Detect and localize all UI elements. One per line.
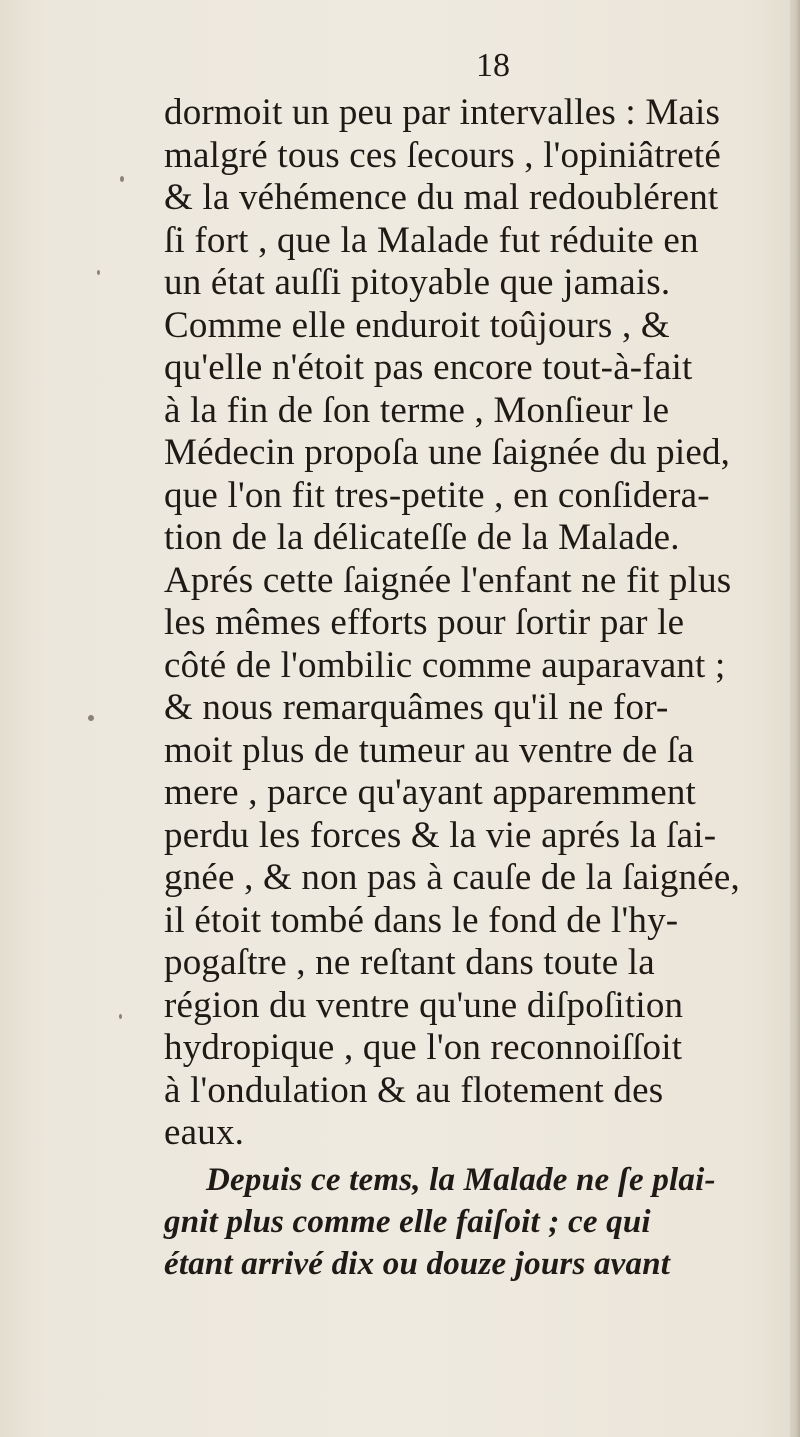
text-line: Comme elle enduroit toûjours , &	[164, 304, 670, 346]
italic-line: étant arrivé dix ou douze jours avant	[164, 1245, 671, 1282]
text-line: hydropique , que l'on reconnoiſſoit	[164, 1027, 683, 1068]
paper-speck	[97, 270, 100, 275]
text-line: Aprés cette ſaignée l'enfant ne fit plus	[164, 559, 732, 601]
italic-paragraph	[164, 1159, 794, 1285]
text-line: ſi fort , que la Malade fut réduite en	[164, 219, 699, 261]
page-number: 18	[476, 47, 510, 84]
body-text	[164, 92, 794, 1285]
paper-speck	[120, 176, 124, 182]
paper-speck	[88, 715, 94, 721]
text-line: qu'elle n'étoit pas encore tout-à-fait	[164, 347, 693, 388]
text-line: région du ventre qu'une diſpoſition	[164, 984, 684, 1026]
text-line: gnée , & non pas à cauſe de la ſaignée,	[164, 857, 740, 898]
text-line: les mêmes efforts pour ſortir par le	[164, 602, 685, 643]
text-line: & la véhémence du mal redoublérent	[164, 177, 719, 218]
text-line: pogaſtre , ne reſtant dans toute la	[164, 942, 655, 983]
text-line: un état auſſi pitoyable que jamais.	[164, 262, 671, 303]
text-line: à la fin de ſon terme , Monſieur le	[164, 389, 670, 431]
text-line: Médecin propoſa une ſaignée du pied,	[164, 432, 731, 473]
italic-line: gnit plus comme elle faiſoit ; ce qui	[164, 1203, 651, 1240]
text-line: eaux.	[164, 1112, 245, 1153]
text-line: que l'on fit tres-petite , en conſidera-	[164, 474, 710, 516]
text-line: malgré tous ces ſecours , l'opiniâtreté	[164, 134, 721, 176]
text-line: à l'ondulation & au flotement des	[164, 1069, 664, 1111]
paper-speck	[119, 1014, 122, 1019]
text-line: dormoit un peu par intervalles : Mais	[164, 92, 721, 133]
text-line: côté de l'ombilic comme auparavant ;	[164, 644, 726, 686]
text-line: perdu les forces & la vie aprés la ſai-	[164, 814, 717, 856]
text-line: mere , parce qu'ayant apparemment	[164, 772, 697, 813]
text-line: tion de la délicateſſe de la Malade.	[164, 517, 680, 558]
text-line: & nous remarquâmes qu'il ne for-	[164, 687, 669, 728]
text-line: il étoit tombé dans le fond de l'hy-	[164, 899, 679, 941]
italic-line: Depuis ce tems, la Malade ne ſe plai-	[206, 1161, 716, 1198]
text-line: moit plus de tumeur au ventre de ſa	[164, 729, 694, 771]
